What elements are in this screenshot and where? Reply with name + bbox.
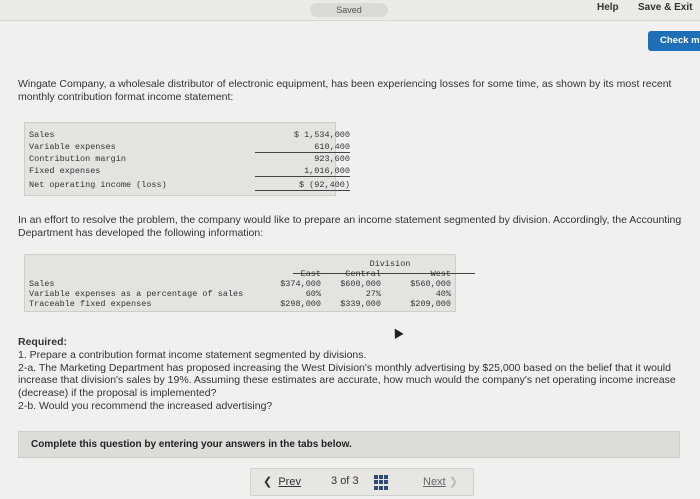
cell: $560,000 [410, 279, 451, 289]
prev-button[interactable] [263, 475, 301, 488]
required-item: 2-a. The Marketing Department has proposed increasing the West Division's monthly advertising by $25,000 based on the belief that it would increase that division's sales by 19%. Assuming these estimates are accurate, how much would the company's net operating income increase (decrease) if the proposal is implemented? [18, 361, 676, 400]
statement-label: Contribution margin [29, 154, 126, 164]
prev-label: Prev [278, 476, 301, 488]
cell: 60% [305, 289, 321, 299]
column-header-central: Central [345, 269, 381, 279]
statement-label: Sales [29, 130, 55, 140]
cell: $600,000 [340, 279, 381, 289]
income-statement-table [24, 122, 350, 196]
row-label: Variable expenses as a percentage of sales [29, 289, 244, 299]
pagination [250, 468, 474, 496]
total-pages: 3 [352, 475, 359, 487]
required-item: 1. Prepare a contribution format income statement segmented by divisions. [18, 348, 367, 361]
help-link[interactable]: Help [597, 2, 619, 13]
row-label: Traceable fixed expenses [29, 299, 152, 309]
statement-value: $ 1,534,000 [293, 130, 350, 140]
required-section [18, 336, 690, 413]
cell: $339,000 [340, 299, 381, 309]
statement-value: 610,400 [255, 142, 350, 153]
save-exit-link[interactable]: Save & Exit [638, 2, 693, 13]
column-header-east: East [300, 269, 321, 279]
division-header: Division [369, 259, 411, 269]
statement-label: Fixed expenses [29, 166, 101, 176]
current-page: 3 [331, 475, 338, 487]
grid-menu-icon[interactable] [374, 475, 389, 490]
cell: $298,000 [280, 299, 321, 309]
statement-label: Net operating income (loss) [29, 180, 167, 190]
cell: 40% [435, 289, 451, 299]
statement-value: $ (92,400) [255, 180, 350, 191]
next-label: Next [423, 476, 446, 488]
top-bar [0, 0, 700, 21]
statement-value: 1,016,000 [255, 166, 350, 177]
cell: $209,000 [410, 299, 451, 309]
page-indicator [331, 475, 359, 487]
column-header-west: West [430, 269, 451, 279]
chevron-left-icon: ❮ [263, 476, 273, 488]
next-button[interactable] [423, 475, 458, 488]
check-my-work-button[interactable]: Check m [648, 31, 700, 51]
statement-label: Variable expenses [29, 142, 116, 152]
instruction-banner: Complete this question by entering your answers in the tabs below. [18, 431, 680, 458]
info-text: In an effort to resolve the problem, the company would like to prepare an income statement segmented by division. Accordingly, the Accounting Department has developed the following information: [18, 214, 682, 239]
page-of: of [340, 475, 350, 487]
required-heading: Required: [18, 336, 68, 348]
intro-text: Wingate Company, a wholesale distributor of electronic equipment, has been experiencing losses for some time, as shown by its most recent monthly contribution format income statement: [18, 78, 672, 103]
chevron-right-icon: ❯ [448, 476, 458, 488]
required-item: 2-b. Would you recommend the increased advertising? [18, 399, 273, 412]
cell: 27% [365, 289, 381, 299]
saved-status: Saved [310, 3, 388, 17]
cell: $374,000 [280, 279, 321, 289]
division-table [24, 254, 456, 312]
statement-value: 923,600 [314, 154, 350, 164]
row-label: Sales [29, 279, 55, 289]
